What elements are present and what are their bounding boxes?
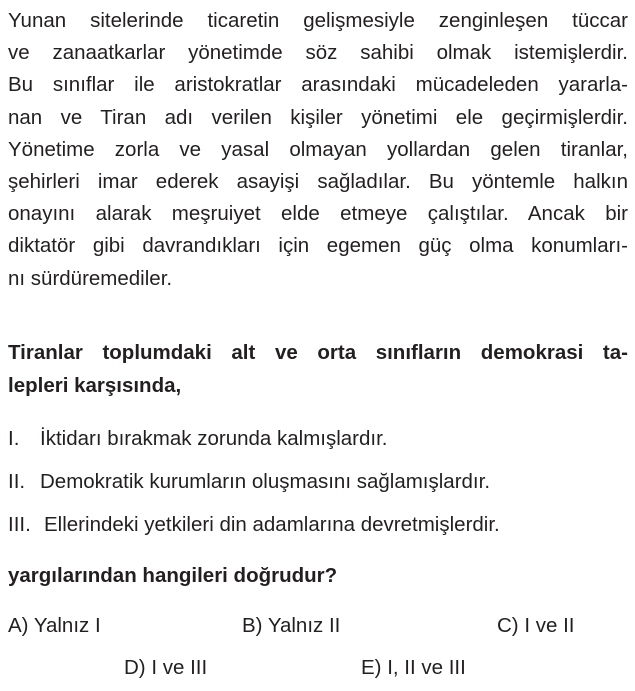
option-c[interactable]	[497, 612, 574, 640]
option-text: I, II ve III	[387, 656, 466, 679]
question-prompt: yargılarından hangileri doğrudur?	[8, 564, 338, 587]
statement-text: Demokratik kurumların oluşmasını sağlamışlardır.	[40, 470, 491, 493]
option-e[interactable]	[361, 654, 466, 682]
option-label: A)	[8, 614, 29, 637]
option-text: Yalnız II	[267, 614, 341, 637]
option-text: Yalnız I	[33, 614, 101, 637]
passage-line: Yunan sitelerinde ticaretin gelişmesiyle zenginleşen tüccar	[8, 9, 628, 32]
passage-line: ve zanaatkarlar yönetimde söz sahibi olmak istemişlerdir.	[8, 41, 628, 65]
statement-text: İktidarı bırakmak zorunda kalmışlardır.	[40, 427, 388, 450]
passage-line: onayını alarak meşruiyet elde etmeye çalıştılar. Ancak bir	[8, 202, 628, 226]
passage-text	[8, 5, 628, 295]
statement-1	[8, 425, 388, 453]
statement-number: III.	[8, 513, 31, 536]
option-b[interactable]	[242, 612, 340, 640]
option-d[interactable]	[124, 654, 207, 682]
option-label: E)	[361, 656, 382, 679]
option-text: I ve III	[151, 656, 208, 679]
statement-2	[8, 468, 490, 496]
question-stem	[8, 337, 628, 402]
passage-line: Bu sınıflar ile aristokratlar arasındaki mücadeleden yararla-	[8, 73, 628, 97]
passage-line: nı sürdüremediler.	[8, 266, 173, 290]
passage-line: şehirleri imar ederek asayişi sağladılar. Bu yöntemle halkın	[8, 169, 628, 193]
option-label: B)	[242, 614, 263, 637]
passage-line: diktatör gibi davrandıkları için egemen güç olma konumları-	[8, 234, 628, 258]
statement-number: II.	[8, 470, 26, 493]
statement-number: I.	[8, 427, 20, 450]
question-line: lepleri karşısında,	[8, 373, 182, 397]
statement-text: Ellerindeki yetkileri din adamlarına devretmişlerdir.	[44, 513, 500, 536]
passage-line: nan ve Tiran adı verilen kişiler yönetimi ele geçirmişlerdir.	[8, 105, 628, 129]
passage-line: Yönetime zorla ve yasal olmayan yollardan gelen tiranlar,	[8, 137, 628, 161]
option-a[interactable]	[8, 612, 101, 640]
option-label: D)	[124, 656, 146, 679]
statement-3	[8, 511, 500, 539]
option-text: I ve II	[524, 614, 575, 637]
question-line: Tiranlar toplumdaki alt ve orta sınıfların demokrasi ta-	[8, 341, 628, 364]
option-label: C)	[497, 614, 519, 637]
